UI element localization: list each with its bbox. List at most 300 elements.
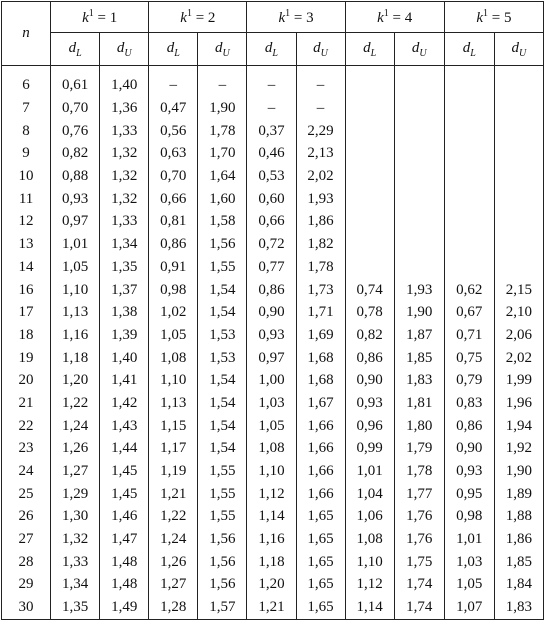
dl-cell: 1,27 (149, 573, 198, 596)
k-symbol: k (377, 9, 384, 26)
n-cell: 6 (2, 66, 51, 97)
dl-cell: 1,05 (149, 324, 198, 347)
dl-cell: 0,86 (345, 346, 394, 369)
dl-cell (444, 256, 494, 279)
du-cell: 1,88 (494, 505, 543, 528)
dl-cell: 1,18 (51, 346, 100, 369)
du-cell: 1,93 (296, 187, 345, 210)
n-cell: 17 (2, 301, 51, 324)
du-cell: 1,90 (394, 301, 444, 324)
du-cell: 1,55 (198, 256, 247, 279)
du-cell: 1,36 (100, 97, 149, 120)
dl-cell: 0,62 (444, 278, 494, 301)
k-group-header (51, 2, 149, 33)
du-cell: 1,54 (198, 369, 247, 392)
table-wrapper (1, 1, 544, 641)
dl-cell (444, 210, 494, 233)
dl-cell: 0,67 (444, 301, 494, 324)
n-cell: 7 (2, 97, 51, 120)
table-row (2, 301, 544, 324)
table-body (2, 66, 544, 620)
table-row (2, 482, 544, 505)
dl-header (51, 33, 100, 66)
du-cell: 1,69 (296, 324, 345, 347)
du-cell: 1,65 (296, 596, 345, 619)
dl-cell: 0,79 (444, 369, 494, 392)
dl-cell: 1,02 (149, 301, 198, 324)
dl-header-symbol: d (363, 39, 371, 56)
dl-cell (444, 233, 494, 256)
du-cell: 1,56 (198, 550, 247, 573)
dl-cell: 1,05 (444, 573, 494, 596)
du-cell: 1,33 (100, 119, 149, 142)
du-cell: 1,85 (394, 346, 444, 369)
du-cell: 2,29 (296, 119, 345, 142)
du-cell: 1,74 (394, 573, 444, 596)
du-cell: 1,66 (296, 482, 345, 505)
k-superscript: 1 (383, 7, 389, 19)
dl-cell: 1,20 (51, 369, 100, 392)
du-cell (394, 119, 444, 142)
table-row (2, 505, 544, 528)
dl-cell: 1,26 (149, 550, 198, 573)
dl-cell (444, 165, 494, 188)
dl-header (345, 33, 394, 66)
dl-cell: 0,47 (149, 97, 198, 120)
du-header-symbol: d (116, 39, 125, 56)
du-cell: – (296, 66, 345, 97)
n-cell: 18 (2, 324, 51, 347)
dl-cell: 0,90 (444, 437, 494, 460)
du-cell: 1,43 (100, 414, 149, 437)
du-cell: 1,81 (394, 392, 444, 415)
dl-header (444, 33, 494, 66)
du-cell: 1,78 (296, 256, 345, 279)
du-header-symbol: d (411, 39, 420, 56)
n-cell: 13 (2, 233, 51, 256)
table-row (2, 256, 544, 279)
k-group-header (345, 2, 444, 33)
n-cell: 8 (2, 119, 51, 142)
du-cell: – (296, 97, 345, 120)
du-cell: 1,56 (198, 233, 247, 256)
dl-cell: 1,03 (247, 392, 296, 415)
du-cell: 1,55 (198, 460, 247, 483)
du-cell: 1,66 (296, 414, 345, 437)
dl-cell: 1,10 (247, 460, 296, 483)
du-cell: 1,89 (494, 482, 543, 505)
dl-cell: 1,18 (247, 550, 296, 573)
table-row (2, 142, 544, 165)
table-row (2, 119, 544, 142)
n-cell: 23 (2, 437, 51, 460)
n-cell: 22 (2, 414, 51, 437)
du-cell: 1,65 (296, 573, 345, 596)
dl-cell: 1,00 (247, 369, 296, 392)
dl-cell: 0,71 (444, 324, 494, 347)
dl-cell: 0,60 (247, 187, 296, 210)
du-header-subscript: U (124, 47, 132, 59)
dl-cell (345, 142, 394, 165)
du-cell: 2,13 (296, 142, 345, 165)
du-cell: 1,94 (494, 414, 543, 437)
du-header (296, 33, 345, 66)
du-cell: 1,75 (394, 550, 444, 573)
dl-cell: 1,10 (51, 278, 100, 301)
du-cell: 1,46 (100, 505, 149, 528)
du-cell: 1,55 (198, 505, 247, 528)
du-cell: 1,54 (198, 437, 247, 460)
dl-cell: 0,70 (149, 165, 198, 188)
dl-cell: 0,90 (345, 369, 394, 392)
du-header-subscript: U (419, 47, 427, 59)
du-cell: 1,87 (394, 324, 444, 347)
dl-cell: 1,05 (51, 256, 100, 279)
k-value: = 3 (290, 9, 314, 26)
du-cell: 1,58 (198, 210, 247, 233)
n-cell: 9 (2, 142, 51, 165)
n-cell: 10 (2, 165, 51, 188)
dl-cell: 0,99 (345, 437, 394, 460)
du-cell: 2,02 (494, 346, 543, 369)
dl-cell: 0,86 (444, 414, 494, 437)
k-superscript: 1 (285, 7, 291, 19)
du-cell: 1,68 (296, 369, 345, 392)
n-column-header: n (2, 2, 51, 66)
dl-cell: 1,17 (149, 437, 198, 460)
dl-cell: 0,78 (345, 301, 394, 324)
table-row (2, 233, 544, 256)
du-header-subscript: U (222, 47, 230, 59)
du-cell: 1,66 (296, 437, 345, 460)
table-row (2, 187, 544, 210)
du-cell (394, 256, 444, 279)
dl-header-subscript: L (470, 47, 476, 59)
table-row (2, 392, 544, 415)
dl-cell: 1,08 (247, 437, 296, 460)
dl-cell: 1,12 (247, 482, 296, 505)
table-row (2, 278, 544, 301)
du-cell (494, 256, 543, 279)
du-cell: 2,02 (296, 165, 345, 188)
du-cell: 1,48 (100, 550, 149, 573)
du-cell (494, 165, 543, 188)
dl-cell: 1,13 (51, 301, 100, 324)
du-cell: 1,79 (394, 437, 444, 460)
du-cell: 1,76 (394, 505, 444, 528)
du-cell: 1,37 (100, 278, 149, 301)
dl-cell: 1,01 (345, 460, 394, 483)
table-row (2, 573, 544, 596)
du-cell: 1,76 (394, 528, 444, 551)
k-value: = 4 (388, 9, 413, 26)
table-row (2, 210, 544, 233)
dl-cell: 1,26 (51, 437, 100, 460)
k-value: = 5 (487, 9, 512, 26)
dl-cell (345, 165, 394, 188)
dl-cell (345, 97, 394, 120)
dl-cell: 0,77 (247, 256, 296, 279)
du-cell: 2,15 (494, 278, 543, 301)
dl-cell (345, 233, 394, 256)
du-cell: 1,86 (296, 210, 345, 233)
n-cell: 20 (2, 369, 51, 392)
du-cell: 1,44 (100, 437, 149, 460)
du-cell (494, 142, 543, 165)
du-cell: 1,48 (100, 573, 149, 596)
du-cell (394, 210, 444, 233)
dl-cell: 0,86 (149, 233, 198, 256)
du-cell: 1,55 (198, 482, 247, 505)
du-header (100, 33, 149, 66)
dl-cell: 1,30 (51, 505, 100, 528)
du-cell: 1,83 (394, 369, 444, 392)
dl-cell: 0,83 (444, 392, 494, 415)
table-row (2, 369, 544, 392)
table-row (2, 346, 544, 369)
dl-cell (345, 187, 394, 210)
k-group-header (149, 2, 247, 33)
dl-cell: 1,07 (444, 596, 494, 619)
dl-cell: 1,22 (149, 505, 198, 528)
du-cell: 1,32 (100, 165, 149, 188)
dl-cell: 1,16 (51, 324, 100, 347)
durbin-watson-table (1, 1, 544, 620)
du-cell: 1,42 (100, 392, 149, 415)
du-cell: 1,64 (198, 165, 247, 188)
du-cell: 1,65 (296, 528, 345, 551)
du-cell: 1,53 (198, 324, 247, 347)
k-symbol: k (278, 9, 286, 26)
dl-cell: 1,24 (51, 414, 100, 437)
du-cell: 1,35 (100, 256, 149, 279)
dl-cell: 1,35 (51, 596, 100, 619)
du-cell: 1,45 (100, 482, 149, 505)
dl-cell: 0,70 (51, 97, 100, 120)
dl-cell: 1,05 (247, 414, 296, 437)
dl-cell: – (247, 97, 296, 120)
dl-cell: 0,82 (345, 324, 394, 347)
dl-cell: 1,19 (149, 460, 198, 483)
du-cell: 1,39 (100, 324, 149, 347)
dl-cell: 0,93 (444, 460, 494, 483)
du-cell: 1,96 (494, 392, 543, 415)
du-cell: 1,47 (100, 528, 149, 551)
du-cell: 1,57 (198, 596, 247, 619)
dl-cell: 1,32 (51, 528, 100, 551)
du-cell (394, 142, 444, 165)
table-row (2, 97, 544, 120)
du-cell: – (198, 66, 247, 97)
dl-cell: 1,01 (51, 233, 100, 256)
dl-cell (345, 210, 394, 233)
dl-cell: 1,21 (247, 596, 296, 619)
k-symbol: k (82, 9, 89, 26)
dl-header-symbol: d (68, 39, 77, 56)
dl-cell: 1,08 (149, 346, 198, 369)
du-cell: 1,70 (198, 142, 247, 165)
du-cell: 1,54 (198, 392, 247, 415)
table-row (2, 165, 544, 188)
du-cell: 1,68 (296, 346, 345, 369)
dl-cell: 0,81 (149, 210, 198, 233)
n-cell: 24 (2, 460, 51, 483)
dl-cell (444, 187, 494, 210)
dl-cell: 1,14 (247, 505, 296, 528)
dl-cell: 0,37 (247, 119, 296, 142)
n-cell: 30 (2, 596, 51, 619)
table-row (2, 596, 544, 619)
dl-cell: 1,20 (247, 573, 296, 596)
du-cell (494, 66, 543, 97)
du-cell: 1,49 (100, 596, 149, 619)
dl-header-subscript: L (76, 47, 82, 59)
du-cell: 1,73 (296, 278, 345, 301)
dl-cell: 1,01 (444, 528, 494, 551)
du-header-subscript: U (320, 47, 328, 59)
dl-cell: 1,04 (345, 482, 394, 505)
du-cell: 1,65 (296, 505, 345, 528)
dl-cell: 0,90 (247, 301, 296, 324)
dl-cell: 0,97 (247, 346, 296, 369)
dl-header (247, 33, 296, 66)
table-row (2, 437, 544, 460)
du-cell: 1,92 (494, 437, 543, 460)
du-header (198, 33, 247, 66)
dl-header-subscript: L (272, 47, 278, 59)
dl-header-subscript: L (370, 47, 377, 59)
du-cell: 1,90 (198, 97, 247, 120)
table-header (2, 2, 544, 66)
n-cell: 12 (2, 210, 51, 233)
dl-cell: 0,46 (247, 142, 296, 165)
dl-cell: 0,86 (247, 278, 296, 301)
du-cell: 1,54 (198, 414, 247, 437)
dl-cell: 0,91 (149, 256, 198, 279)
k-superscript: 1 (482, 7, 488, 19)
dl-cell: 0,98 (444, 505, 494, 528)
du-cell (394, 233, 444, 256)
du-cell: 1,54 (198, 278, 247, 301)
dl-cell: 0,97 (51, 210, 100, 233)
du-cell (494, 210, 543, 233)
dl-cell: 1,08 (345, 528, 394, 551)
dl-cell: 1,29 (51, 482, 100, 505)
du-cell: 1,32 (100, 142, 149, 165)
du-cell (494, 233, 543, 256)
table-row (2, 528, 544, 551)
du-cell: 1,65 (296, 550, 345, 573)
du-cell: 1,78 (198, 119, 247, 142)
dl-cell: 0,88 (51, 165, 100, 188)
du-cell: 1,60 (198, 187, 247, 210)
dl-cell: 0,63 (149, 142, 198, 165)
n-cell: 28 (2, 550, 51, 573)
dl-cell: 0,66 (149, 187, 198, 210)
n-cell: 29 (2, 573, 51, 596)
dl-header-symbol: d (166, 39, 175, 56)
dl-cell: 0,96 (345, 414, 394, 437)
du-cell: 1,83 (494, 596, 543, 619)
table-row (2, 460, 544, 483)
dl-cell (345, 66, 394, 97)
dl-cell: 1,03 (444, 550, 494, 573)
du-cell (394, 97, 444, 120)
dl-cell (345, 119, 394, 142)
dl-cell: 1,06 (345, 505, 394, 528)
table-row (2, 550, 544, 573)
du-cell: 1,45 (100, 460, 149, 483)
dl-cell (444, 142, 494, 165)
dl-cell: 1,10 (345, 550, 394, 573)
du-cell (394, 165, 444, 188)
dl-cell: 0,66 (247, 210, 296, 233)
dl-cell: 1,12 (345, 573, 394, 596)
dl-header-symbol: d (264, 39, 273, 56)
k-group-header (247, 2, 345, 33)
du-cell: 1,80 (394, 414, 444, 437)
du-header-symbol: d (511, 39, 520, 56)
du-cell: 1,66 (296, 460, 345, 483)
dl-cell: – (149, 66, 198, 97)
du-cell (494, 97, 543, 120)
du-cell: 1,67 (296, 392, 345, 415)
dl-cell: 1,28 (149, 596, 198, 619)
du-cell: 1,38 (100, 301, 149, 324)
du-cell: 1,93 (394, 278, 444, 301)
dl-cell: 1,24 (149, 528, 198, 551)
n-cell: 21 (2, 392, 51, 415)
k-symbol: k (476, 9, 483, 26)
du-cell (494, 119, 543, 142)
k-symbol: k (180, 9, 187, 26)
du-cell: 1,34 (100, 233, 149, 256)
table-row (2, 414, 544, 437)
dl-cell: 1,15 (149, 414, 198, 437)
dl-cell: 0,61 (51, 66, 100, 97)
n-cell: 14 (2, 256, 51, 279)
du-cell: 1,54 (198, 301, 247, 324)
du-cell: 1,56 (198, 573, 247, 596)
dl-cell (444, 97, 494, 120)
dl-cell: 0,74 (345, 278, 394, 301)
du-cell: 1,86 (494, 528, 543, 551)
du-header (494, 33, 543, 66)
dl-cell: 1,13 (149, 392, 198, 415)
du-cell: 2,06 (494, 324, 543, 347)
du-cell (494, 187, 543, 210)
dl-header-symbol: d (462, 39, 471, 56)
du-cell: 1,85 (494, 550, 543, 573)
dl-cell: – (247, 66, 296, 97)
dl-cell: 1,33 (51, 550, 100, 573)
du-cell: 1,41 (100, 369, 149, 392)
du-cell (394, 66, 444, 97)
dl-cell: 1,22 (51, 392, 100, 415)
k-superscript: 1 (88, 7, 94, 19)
du-cell: 2,10 (494, 301, 543, 324)
dl-cell: 0,56 (149, 119, 198, 142)
du-cell: 1,40 (100, 346, 149, 369)
du-cell (394, 187, 444, 210)
n-cell: 27 (2, 528, 51, 551)
table-row (2, 66, 544, 97)
du-cell: 1,71 (296, 301, 345, 324)
n-cell: 25 (2, 482, 51, 505)
dl-cell: 1,21 (149, 482, 198, 505)
du-cell: 1,33 (100, 210, 149, 233)
dl-cell: 0,76 (51, 119, 100, 142)
